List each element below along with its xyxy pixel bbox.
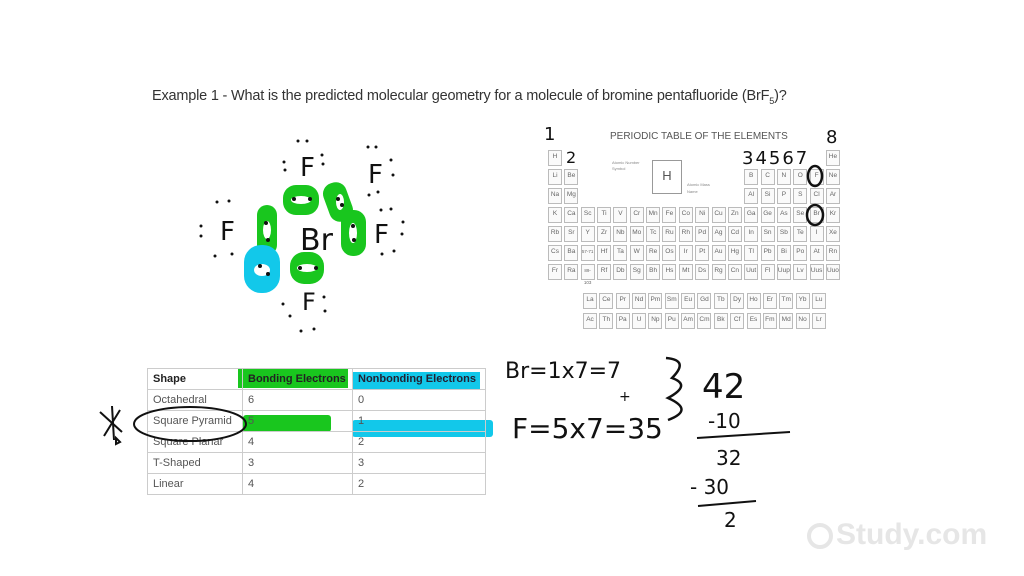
cell-bonding: 4 — [243, 474, 353, 495]
element-Co: Co — [679, 207, 693, 223]
result-1: 32 — [716, 446, 742, 470]
element-Er: Er — [763, 293, 777, 309]
central-atom: Br — [300, 223, 333, 258]
periodic-table-title: PERIODIC TABLE OF THE ELEMENTS — [610, 131, 788, 142]
element-Ho: Ho — [747, 293, 761, 309]
element-Lr: Lr — [812, 313, 826, 329]
element-Tb: Tb — [714, 293, 728, 309]
element-Sm: Sm — [665, 293, 679, 309]
element-Np: Np — [648, 313, 662, 329]
element-As: As — [777, 207, 791, 223]
element-O: O — [793, 169, 807, 185]
element-Nd: Nd — [632, 293, 646, 309]
header-shape: Shape — [148, 369, 243, 390]
element-Al: Al — [744, 188, 758, 204]
element-Cr: Cr — [630, 207, 644, 223]
element-Te: Te — [793, 226, 807, 242]
element-Bk: Bk — [714, 313, 728, 329]
element-P: P — [777, 188, 791, 204]
outer-atom: F — [300, 153, 315, 183]
cell-bonding: 4 — [243, 432, 353, 453]
element-Si: Si — [761, 188, 775, 204]
element-Uus: Uus — [810, 264, 824, 280]
legend-element: H — [652, 160, 682, 194]
element-Ca: Ca — [564, 207, 578, 223]
element-Po: Po — [793, 245, 807, 261]
element-W: W — [630, 245, 644, 261]
element-Hf: Hf — [597, 245, 611, 261]
element-Es: Es — [747, 313, 761, 329]
element-Hg: Hg — [728, 245, 742, 261]
study-logo-icon — [809, 525, 831, 547]
cell-nonbonding: 0 — [353, 390, 486, 411]
element-Kr: Kr — [826, 207, 840, 223]
cell-shape: Square Planar — [148, 432, 243, 453]
element-Fe: Fe — [662, 207, 676, 223]
element-Pu: Pu — [665, 313, 679, 329]
element-Cd: Cd — [728, 226, 742, 242]
circle-annotation — [807, 205, 823, 225]
element-Ba: Ba — [564, 245, 578, 261]
cell-shape: Octahedral — [148, 390, 243, 411]
element-Be: Be — [564, 169, 578, 185]
question-end: )? — [774, 88, 787, 104]
cell-shape: T-Shaped — [148, 453, 243, 474]
subscript: 5 — [769, 95, 775, 106]
lewis-structure — [200, 140, 405, 333]
element-Tl: Tl — [744, 245, 758, 261]
legend-label: Name — [687, 189, 698, 194]
question-text: Example 1 - What is the predicted molecular geometry for a molecule of bromine pentafluoride (BrF — [152, 88, 770, 104]
outer-atom: F — [374, 220, 389, 250]
element-He: He — [826, 150, 840, 166]
element-V: V — [613, 207, 627, 223]
element-La: La — [583, 293, 597, 309]
brace-icon — [666, 358, 682, 420]
element-Ac: Ac — [583, 313, 597, 329]
element-Bi: Bi — [777, 245, 791, 261]
outer-atom: F — [220, 217, 235, 247]
element-Am: Am — [681, 313, 695, 329]
element-K: K — [548, 207, 562, 223]
plus-sign: + — [619, 389, 631, 405]
element-In: In — [744, 226, 758, 242]
cell-nonbonding: 2 — [353, 432, 486, 453]
element-57-71: 57-71 — [581, 245, 595, 261]
element-Ru: Ru — [662, 226, 676, 242]
outer-atom: F — [368, 160, 383, 190]
element-Md: Md — [779, 313, 793, 329]
element-Th: Th — [599, 313, 613, 329]
br-count: Br=1x7=7 — [505, 359, 622, 384]
element-Mo: Mo — [630, 226, 644, 242]
group-label: 1 — [544, 124, 556, 145]
element-Zn: Zn — [728, 207, 742, 223]
element-Ti: Ti — [597, 207, 611, 223]
element-Re: Re — [646, 245, 660, 261]
element-Os: Os — [662, 245, 676, 261]
element-Uuo: Uuo — [826, 264, 840, 280]
cell-shape: Square Pyramid — [148, 411, 243, 432]
element-Rh: Rh — [679, 226, 693, 242]
element-At: At — [810, 245, 824, 261]
total-electrons: 42 — [702, 367, 746, 407]
element-Y: Y — [581, 226, 595, 242]
element-Ta: Ta — [613, 245, 627, 261]
outer-atom: F — [302, 288, 316, 316]
element-Mg: Mg — [564, 188, 578, 204]
element-Se: Se — [793, 207, 807, 223]
circle-annotation — [134, 407, 246, 441]
divider-line — [698, 501, 756, 506]
element-No: No — [796, 313, 810, 329]
circle-annotation — [808, 166, 822, 186]
element-I: I — [810, 226, 824, 242]
cell-bonding: 5 — [243, 411, 353, 432]
element-Sc: Sc — [581, 207, 595, 223]
element-Gd: Gd — [697, 293, 711, 309]
element-Rb: Rb — [548, 226, 562, 242]
element-Rf: Rf — [597, 264, 611, 280]
cell-bonding: 6 — [243, 390, 353, 411]
element-Hs: Hs — [662, 264, 676, 280]
element-B: B — [744, 169, 758, 185]
element-Na: Na — [548, 188, 562, 204]
element-Cf: Cf — [730, 313, 744, 329]
element-Nb: Nb — [613, 226, 627, 242]
subtract-1: -10 — [708, 409, 741, 433]
cell-nonbonding: 2 — [353, 474, 486, 495]
element-Mt: Mt — [679, 264, 693, 280]
legend-label: Symbol — [612, 166, 626, 171]
cell-nonbonding: 3 — [353, 453, 486, 474]
element-Mn: Mn — [646, 207, 660, 223]
element-Tm: Tm — [779, 293, 793, 309]
element-Fl: Fl — [761, 264, 775, 280]
element-Pt: Pt — [695, 245, 709, 261]
legend-label: Atomic Number — [612, 160, 640, 165]
element-Br: Br — [810, 207, 824, 223]
element-Xe: Xe — [826, 226, 840, 242]
element-Pm: Pm — [648, 293, 662, 309]
element-Sg: Sg — [630, 264, 644, 280]
element-Ni: Ni — [695, 207, 709, 223]
element-Ds: Ds — [695, 264, 709, 280]
element-Pb: Pb — [761, 245, 775, 261]
header-nonbonding: Nonbonding Electrons — [353, 369, 486, 390]
element-Ga: Ga — [744, 207, 758, 223]
legend-label: Atomic Mass — [687, 182, 710, 187]
element-Sb: Sb — [777, 226, 791, 242]
element-Ce: Ce — [599, 293, 613, 309]
element-C: C — [761, 169, 775, 185]
element-Ge: Ge — [761, 207, 775, 223]
element-Cs: Cs — [548, 245, 562, 261]
watermark: Study.com — [836, 518, 988, 551]
f-count: F=5x7=35 — [512, 412, 663, 445]
element-Dy: Dy — [730, 293, 744, 309]
element-N: N — [777, 169, 791, 185]
element-Ag: Ag — [712, 226, 726, 242]
star-icon — [100, 406, 122, 444]
element-Pr: Pr — [616, 293, 630, 309]
element-Ne: Ne — [826, 169, 840, 185]
element-Sn: Sn — [761, 226, 775, 242]
header-bonding: Bonding Electrons — [243, 369, 353, 390]
element-Au: Au — [712, 245, 726, 261]
result-2: 2 — [724, 508, 737, 532]
element-Db: Db — [613, 264, 627, 280]
element-Rg: Rg — [712, 264, 726, 280]
cell-shape: Linear — [148, 474, 243, 495]
element-Ar: Ar — [826, 188, 840, 204]
element-Uut: Uut — [744, 264, 758, 280]
element-Pa: Pa — [616, 313, 630, 329]
group-label: 2 — [566, 148, 577, 167]
cell-nonbonding: 1 — [353, 411, 486, 432]
element-Fm: Fm — [763, 313, 777, 329]
element-Ra: Ra — [564, 264, 578, 280]
element-Tc: Tc — [646, 226, 660, 242]
element-Rn: Rn — [826, 245, 840, 261]
element-Yb: Yb — [796, 293, 810, 309]
electron-count-work — [505, 358, 790, 532]
element-Cu: Cu — [712, 207, 726, 223]
element-Sr: Sr — [564, 226, 578, 242]
group-label: 8 — [826, 127, 838, 148]
element-Eu: Eu — [681, 293, 695, 309]
element-89-103: 89-103 — [581, 264, 595, 280]
element-Lv: Lv — [793, 264, 807, 280]
element-Cn: Cn — [728, 264, 742, 280]
element-Pd: Pd — [695, 226, 709, 242]
element-H: H — [548, 150, 562, 166]
element-Ir: Ir — [679, 245, 693, 261]
group-label: 34567 — [742, 148, 810, 169]
element-Lu: Lu — [812, 293, 826, 309]
cell-bonding: 3 — [243, 453, 353, 474]
element-U: U — [632, 313, 646, 329]
element-F: F — [810, 169, 824, 185]
element-Li: Li — [548, 169, 562, 185]
element-Fr: Fr — [548, 264, 562, 280]
element-Cl: Cl — [810, 188, 824, 204]
element-Uup: Uup — [777, 264, 791, 280]
element-Bh: Bh — [646, 264, 660, 280]
subtract-2: - 30 — [690, 475, 730, 499]
element-S: S — [793, 188, 807, 204]
element-Cm: Cm — [697, 313, 711, 329]
element-Zr: Zr — [597, 226, 611, 242]
